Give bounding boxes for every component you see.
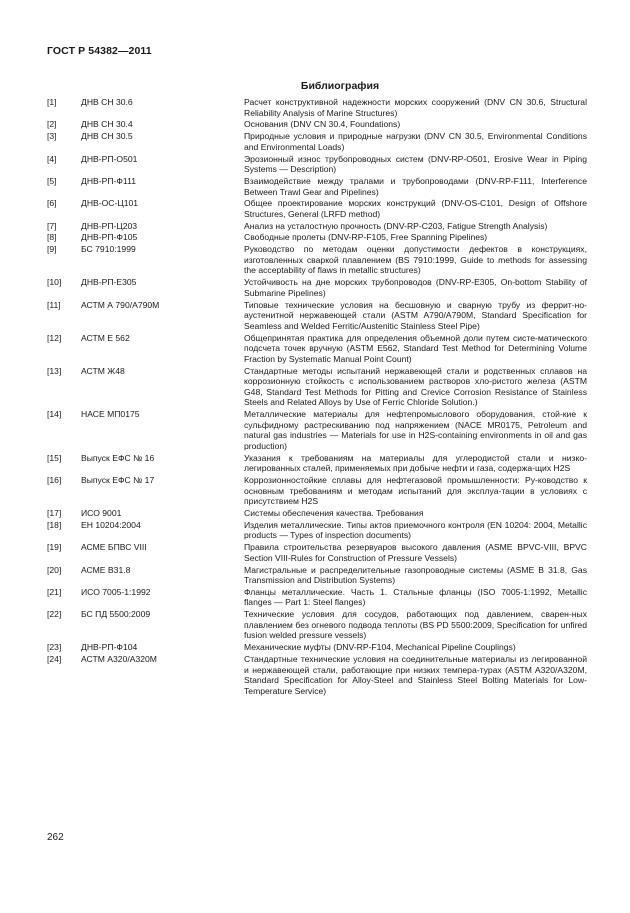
entry-code: Выпуск ЕФС № 16	[81, 452, 155, 463]
entry-description: Системы обеспечения качества. Требования	[244, 507, 424, 518]
bibliography-entry	[47, 176, 587, 197]
entry-code: ДНВ-ОС-Ц101	[81, 198, 139, 209]
bibliography-entry	[47, 277, 587, 298]
bibliography-entry	[47, 654, 587, 696]
entry-code: ДНВ СН 30.5	[81, 131, 133, 142]
entry-code: ДНВ-РП-Ф111	[81, 175, 136, 186]
bibliography-entry	[47, 565, 587, 586]
entry-description: Общепринятая практика для определения объемной доли путем систе-матического подсчета точек вручную (ASTM E562, Standard Test Method for Determining Volume Fraction by Systematic Manual Point Count)	[244, 332, 587, 364]
entry-code: НАСЕ МП0175	[81, 409, 140, 420]
entry-code: АСТМ А320/А320М	[81, 654, 157, 664]
entry-code: АСТМ А 790/А790М	[81, 299, 160, 310]
entry-code: БС ПД 5500:2009	[81, 609, 151, 620]
entry-number: [8]	[47, 232, 57, 243]
bibliography-entry	[47, 300, 587, 332]
bibliography-entry	[47, 221, 587, 232]
entry-description: Взаимодействие между тралами и трубопроводами (DNV-RP-F111, Interference Between Trawl Gear and Pipelines)	[244, 175, 587, 197]
bibliography-entry	[47, 154, 587, 175]
bibliography-entry	[47, 453, 587, 474]
entry-number: [15]	[47, 452, 62, 463]
entry-code: ИСО 7005-1:1992	[81, 586, 151, 597]
entry-number: [16]	[47, 475, 62, 485]
bibliography-entry	[47, 198, 587, 219]
entry-description: Природные условия и природные нагрузки (DNV CN 30.5, Environmental Conditions and Environmental Loads)	[244, 131, 587, 152]
entry-description: Магистральные и распределительные газопроводные системы (ASME B 31.8, Gas Transmission and Distribution Systems)	[244, 564, 587, 586]
entry-number: [11]	[47, 299, 61, 310]
entry-description: Расчет конструктивной надежности морских сооружений (DNV CN 30.6, Structural Reliability Analysis of Marine Structures)	[244, 97, 587, 118]
entry-description: Указания к требованиям на материалы для углеродистой стали и низко-легированных сталей, применяемых при добыче нефти и газа, содержа-щих H2S	[244, 452, 587, 474]
bibliography-entry	[47, 542, 587, 563]
entry-description: Анализ на усталостную прочность (DNV-RP-C203, Fatigue Strength Analysis)	[244, 220, 548, 231]
entry-number: [12]	[47, 332, 62, 343]
entry-description: Коррозионностойкие сплавы для нефтегазовой промышленности: Ру-ководство к основным требованиям и методам испытаний для эксплуа-тации в условиях с присутствием H2S	[244, 475, 587, 507]
entry-number: [13]	[47, 365, 62, 376]
entry-description: Эрозионный износ трубопроводных систем (DNV-RP-O501, Erosive Wear in Piping Systems — Description)	[244, 153, 587, 175]
entry-number: [7]	[47, 220, 57, 231]
entry-number: [20]	[47, 564, 62, 575]
entry-code: ДНВ-РП-Ц203	[81, 220, 138, 231]
entry-number: [4]	[47, 153, 57, 164]
bibliography-entry	[47, 366, 587, 408]
entry-description: Устойчивость на дне морских трубопроводов (DNV-RP-E305, On-bottom Stability of Submarine Pipelines)	[244, 277, 587, 298]
bibliography-entry	[47, 97, 587, 118]
entry-number: [14]	[47, 409, 62, 420]
bibliography-entry	[47, 131, 587, 152]
entry-description: Правила строительства резервуаров высокого давления (ASME BPVC-VIII, BPVC Section VIII-Rules for Construction of Pressure Vessels)	[244, 542, 587, 563]
entry-code: Выпуск ЕФС № 17	[81, 475, 155, 485]
entry-code: АСМЕ БПВС VIII	[81, 542, 147, 553]
page-number: 262	[47, 832, 64, 843]
entry-description: Технические условия для сосудов, работающих под давлением, сварен-ных плавлением без огневого подвода теплоты (BS PD 5500:2009, Specification for unfired fusion welded pressure vessels)	[244, 609, 587, 641]
entry-description: Механические муфты (DNV-RP-F104, Mechanical Pipeline Couplings)	[244, 642, 516, 653]
entry-number: [10]	[47, 277, 62, 288]
bibliography-entry	[47, 642, 587, 653]
entry-code: ДНВ-РП-О501	[81, 153, 138, 164]
bibliography-entry	[47, 508, 587, 519]
bibliography-entry	[47, 244, 587, 276]
entry-code: ИСО 9001	[81, 507, 122, 518]
entry-description: Металлические материалы для нефтепромыслового оборудования, стой-кие к сульфидному растрескиванию под напряжением (NACE MR0175, Petroleum and natural gas industries — Materials for use in H2S-containing environments in oil and gas production)	[244, 409, 587, 451]
entry-number: [2]	[47, 119, 57, 130]
entry-number: [19]	[47, 542, 62, 553]
bibliography-entry	[47, 119, 587, 130]
entry-code: ДНВ СН 30.4	[81, 119, 133, 130]
document-header: ГОСТ Р 54382—2011	[47, 45, 152, 57]
page-title: Библиография	[300, 80, 380, 92]
bibliography-entry	[47, 333, 587, 365]
entry-number: [9]	[47, 244, 57, 255]
bibliography-entry	[47, 609, 587, 641]
entry-code: БС 7910:1999	[81, 244, 136, 255]
entry-description: Стандартные методы испытаний нержавеющей стали и родственных сплавов на коррозионную стойкость с использованием растворов хло-ристого железа (ASTM G48, Standard Test Methods for Pitting and Crevice Corrosion Resistance of Stainless Steels and Related Alloys by Use of Ferric Chloride Solution.)	[244, 365, 587, 408]
entry-number: [23]	[47, 642, 62, 653]
bibliography-entry	[47, 409, 587, 451]
entry-number: [24]	[47, 654, 62, 664]
entry-number: [1]	[47, 97, 57, 107]
entry-description: Типовые технические условия на бесшовную и сварную трубу из феррит-но-аустенитной нержавеющей стали (ASTM A790/A790M, Standard Specification for Seamless and Welded Ferritic/Austenitic Stainless Steel Pipe)	[244, 299, 587, 331]
entry-description: Стандартные технические условия на соединительные материалы из легированной и нержавеющей стали, работающие при низких темпера-турах (ASTM A320/A320M, Standard Specification for Alloy-Steel and Stainless Steel Bolting Materials for Low-Temperature Service)	[244, 654, 587, 696]
entry-description: Основания (DNV CN 30.4, Foundations)	[244, 119, 401, 130]
entry-number: [17]	[47, 507, 62, 518]
entry-description: Общее проектирование морских конструкций (DNV-OS-C101, Design of Offshore Structures, General (LRFD method)	[244, 198, 587, 219]
entry-number: [21]	[47, 586, 62, 597]
entry-code: ДНВ-РП-Ф105	[81, 232, 138, 243]
bibliography-entry	[47, 232, 587, 243]
bibliography-entry	[47, 520, 587, 541]
entry-code: ДНВ-РП-Ф104	[81, 642, 138, 653]
entry-description: Изделия металлические. Типы актов приемочного контроля (EN 10204: 2004, Metallic products — Types of inspection documents)	[244, 519, 587, 541]
entry-description: Руководство по методам оценки допустимости дефектов в конструкциях, изготовленных сваркой плавлением (BS 7910:1999, Guide to methods for assessing the acceptability of flaws in metallic structures)	[244, 244, 587, 276]
entry-number: [6]	[47, 198, 57, 209]
bibliography-list	[47, 97, 587, 698]
entry-description: Фланцы металлические. Часть 1. Стальные фланцы (ISO 7005-1:1992, Metallic flanges — Part 1: Steel flanges)	[244, 586, 587, 608]
entry-code: АСТМ Ж48	[81, 365, 125, 376]
entry-number: [22]	[47, 609, 62, 620]
entry-code: ЕН 10204:2004	[81, 519, 141, 530]
entry-code: ДНВ СН 30.6	[81, 97, 133, 107]
entry-code: АСМЕ В31.8	[81, 564, 131, 575]
entry-description: Свободные пролеты (DNV-RP-F105, Free Spanning Pipelines)	[244, 232, 488, 243]
entry-number: [3]	[47, 131, 57, 142]
bibliography-entry	[47, 587, 587, 608]
entry-code: АСТМ Е 562	[81, 332, 130, 343]
entry-number: [18]	[47, 519, 62, 530]
bibliography-entry	[47, 475, 587, 507]
entry-code: ДНВ-РП-Е305	[81, 277, 137, 288]
entry-number: [5]	[47, 175, 57, 186]
